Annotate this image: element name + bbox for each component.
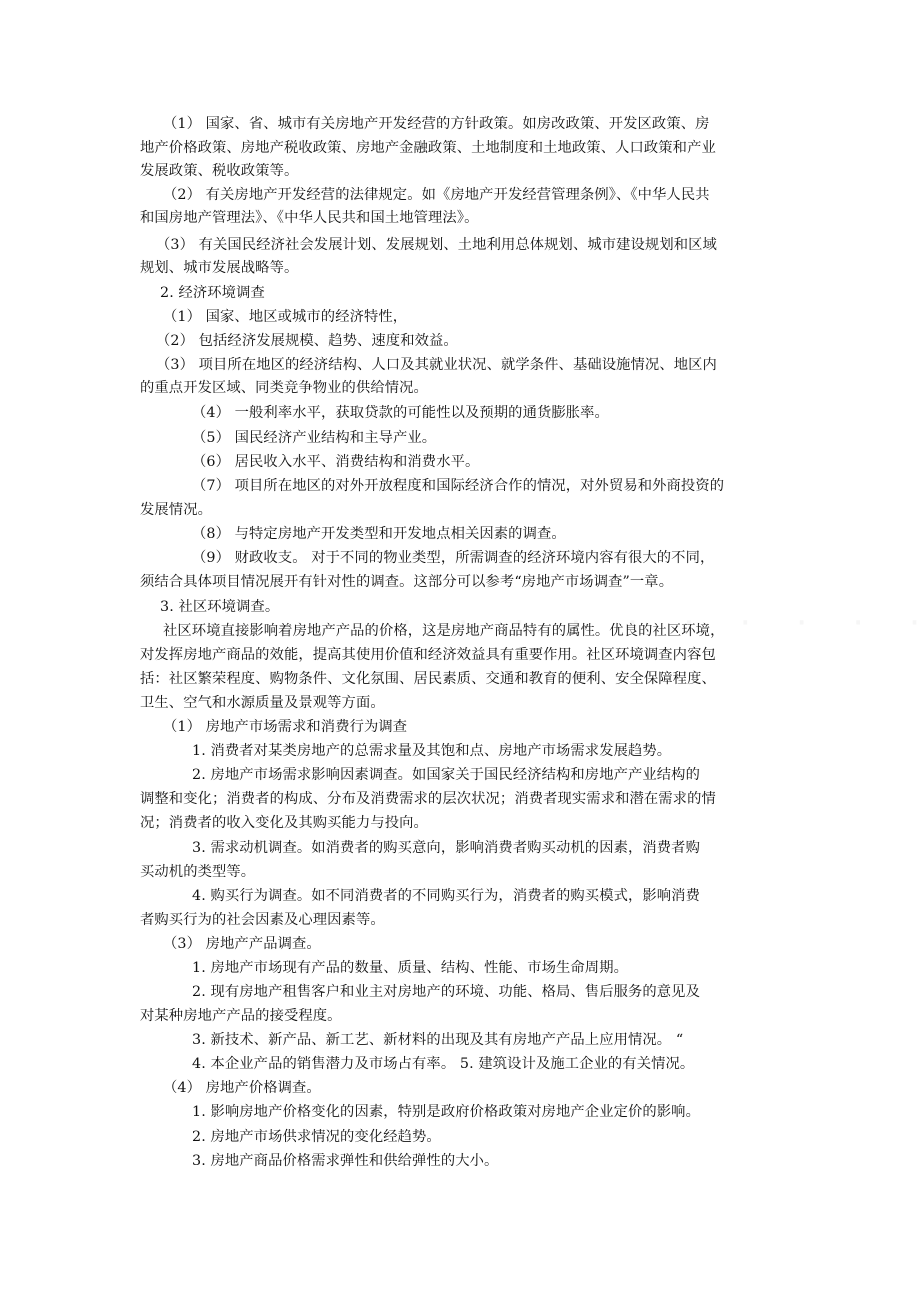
text-line: 2. 房地产市场需求影响因素调查。如国家关于国民经济结构和房地产产业结构的	[192, 767, 700, 783]
text-line: 4. 购买行为调查。如不同消费者的不同购买行为，消费者的购买模式，影响消费	[192, 888, 700, 904]
text-line: （3） 有关国民经济社会发展计划、发展规划、土地利用总体规划、城市建设规划和区域	[156, 237, 717, 253]
text-line: （6） 居民收入水平、消费结构和消费水平。	[192, 454, 480, 470]
text-line: 2. 房地产市场供求情况的变化经趋势。	[192, 1129, 441, 1145]
text-line: （2） 有关房地产开发经营的法律规定。如《房地产开发经营管理条例》、《中华人民共	[163, 187, 710, 203]
text-line: 3. 新技术、新产品、新工艺、新材料的出现及其有房地产产品上应用情况。 “	[192, 1032, 684, 1048]
text-line: 的重点开发区域、同类竞争物业的供给情况。	[140, 380, 428, 396]
text-line: 1. 影响房地产价格变化的因素，特别是政府价格政策对房地产企业定价的影响。	[192, 1104, 700, 1120]
text-line: （1） 国家、省、城市有关房地产开发经营的方针政策。如房改政策、开发区政策、房	[163, 116, 710, 132]
section-heading: 3. 社区环境调查。	[160, 599, 280, 615]
text-line: （2） 包括经济发展规模、趋势、速度和效益。	[156, 333, 458, 349]
text-line: （1） 国家、地区或城市的经济特性，	[163, 309, 408, 325]
text-line: （1） 房地产市场需求和消费行为调查	[163, 719, 408, 735]
text-line: 须结合具体项目情况展开有针对性的调查。这部分可以参考“房地产市场调查”一章。	[140, 574, 674, 590]
text-line: （4） 房地产价格调查。	[163, 1080, 321, 1096]
text-line: 况；消费者的收入变化及其购买能力与投向。	[140, 815, 428, 831]
text-line: 社区环境直接影响着房地产产品的价格，这是房地产商品特有的属性。优良的社区环境，	[163, 623, 725, 639]
text-line: （4） 一般利率水平，获取贷款的可能性以及预期的通货膨胀率。	[192, 405, 609, 421]
text-line: 对发挥房地产商品的效能，提高其使用价值和经济效益具有重要作用。社区环境调查内容包	[140, 647, 716, 663]
text-line: 者购买行为的社会因素及心理因素等。	[140, 912, 385, 928]
text-line: （3） 房地产产品调查。	[163, 936, 321, 952]
text-line: 4. 本企业产品的销售潜力及市场占有率。 5. 建筑设计及施工企业的有关情况。	[192, 1056, 695, 1072]
text-line: 对某种房地产产品的接受程度。	[140, 1008, 342, 1024]
text-line: （8） 与特定房地产开发类型和开发地点相关因素的调查。	[192, 526, 566, 542]
text-line: 发展政策、税收政策等。	[140, 163, 299, 179]
text-line: 3. 房地产商品价格需求弹性和供给弹性的大小。	[192, 1153, 499, 1169]
text-line: 1. 消费者对某类房地产的总需求量及其饱和点、房地产市场需求发展趋势。	[192, 743, 672, 759]
text-line: 调整和变化；消费者的构成、分布及消费需求的层次状况；消费者现实需求和潜在需求的情	[140, 791, 716, 807]
text-line: 卫生、空气和水源质量及景观等方面。	[140, 695, 385, 711]
text-line: 3. 需求动机调查。如消费者的购买意向，影响消费者购买动机的因素，消费者购	[192, 840, 700, 856]
text-line: 1. 房地产市场现有产品的数量、质量、结构、性能、市场生命周期。	[192, 960, 628, 976]
text-line: 买动机的类型等。	[140, 864, 256, 880]
text-line: （9） 财政收支。 对于不同的物业类型，所需调查的经济环境内容有很大的不同，	[192, 550, 715, 566]
text-line: 2. 现有房地产租售客户和业主对房地产的环境、功能、格局、售后服务的意见及	[192, 984, 700, 1000]
text-line: 规划、城市发展战略等。	[140, 260, 299, 276]
text-line: 括：社区繁荣程度、购物条件、文化氛围、居民素质、交通和教育的便利、安全保障程度、	[140, 671, 716, 687]
section-heading: 2. 经济环境调查	[160, 285, 265, 301]
text-line: 和国房地产管理法》、《中华人民共和国土地管理法》。	[140, 210, 479, 226]
text-line: 发展情况。	[140, 502, 212, 518]
text-line: 地产价格政策、房地产税收政策、房地产金融政策、土地制度和土地政策、人口政策和产业	[140, 140, 716, 156]
text-line: （7） 项目所在地区的对外开放程度和国际经济合作的情况，对外贸易和外商投资的	[192, 478, 725, 494]
text-line: （5） 国民经济产业结构和主导产业。	[192, 430, 437, 446]
text-line: （3） 项目所在地区的经济结构、人口及其就业状况、就学条件、基础设施情况、地区内	[156, 357, 717, 373]
